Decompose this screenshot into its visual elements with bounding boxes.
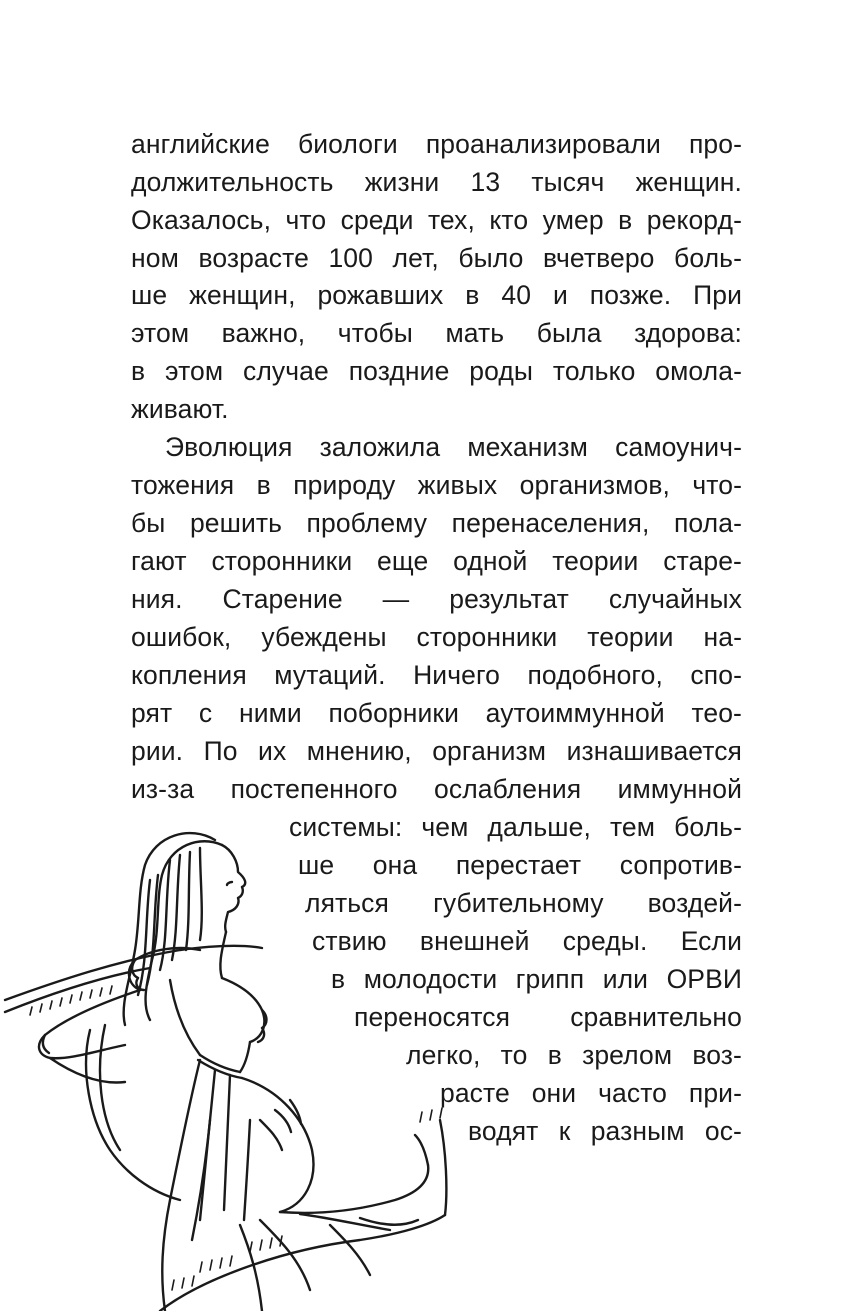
text-line: живают. — [131, 394, 229, 424]
text-line: копления мутаций. Ничего подобного, спо- — [131, 660, 742, 690]
text-line: ния. Старение — результат случайных — [131, 584, 742, 614]
text-line: из-за постепенного ослабления иммунной — [131, 774, 742, 804]
text-line: водят к разным ос- — [468, 1116, 742, 1146]
text-line: переносятся сравнительно — [354, 1002, 742, 1032]
text-line: ном возрасте 100 лет, было вчетверо боль- — [131, 243, 742, 273]
text-line: рии. По их мнению, организм изнашивается — [131, 736, 742, 766]
text-line: легко, то в зрелом воз- — [406, 1040, 742, 1070]
text-line: ошибок, убеждены сторонники теории на- — [131, 622, 742, 652]
text-line: ствию внешней среды. Если — [312, 926, 742, 956]
text-line: в молодости грипп или ОРВИ — [331, 964, 742, 994]
text-line: рят с ними поборники аутоиммунной тео- — [131, 698, 742, 728]
text-line: расте они часто при- — [440, 1078, 742, 1108]
text-line: английские биологи проанализировали про- — [131, 129, 742, 159]
pregnant-woman-sitting-illustration — [0, 820, 470, 1311]
text-line: Оказалось, что среди тех, кто умер в рекорд- — [131, 205, 742, 235]
paragraph-first-line: Эволюция заложила механизм самоунич- — [165, 432, 742, 462]
text-line: системы: чем дальше, тем боль- — [289, 812, 742, 842]
text-line: в этом случае поздние роды только омола- — [131, 356, 742, 386]
text-line: этом важно, чтобы мать была здорова: — [131, 318, 742, 348]
text-line: бы решить проблему перенаселения, пола- — [131, 508, 742, 538]
text-line: должительность жизни 13 тысяч женщин. — [131, 167, 742, 197]
text-line: ляться губительному воздей- — [305, 888, 742, 918]
text-line: ше женщин, рожавших в 40 и позже. При — [131, 280, 742, 310]
text-line: ше она перестает сопротив- — [298, 850, 742, 880]
text-line: тожения в природу живых организмов, что- — [131, 470, 742, 500]
text-line: гают сторонники еще одной теории старе- — [131, 546, 742, 576]
